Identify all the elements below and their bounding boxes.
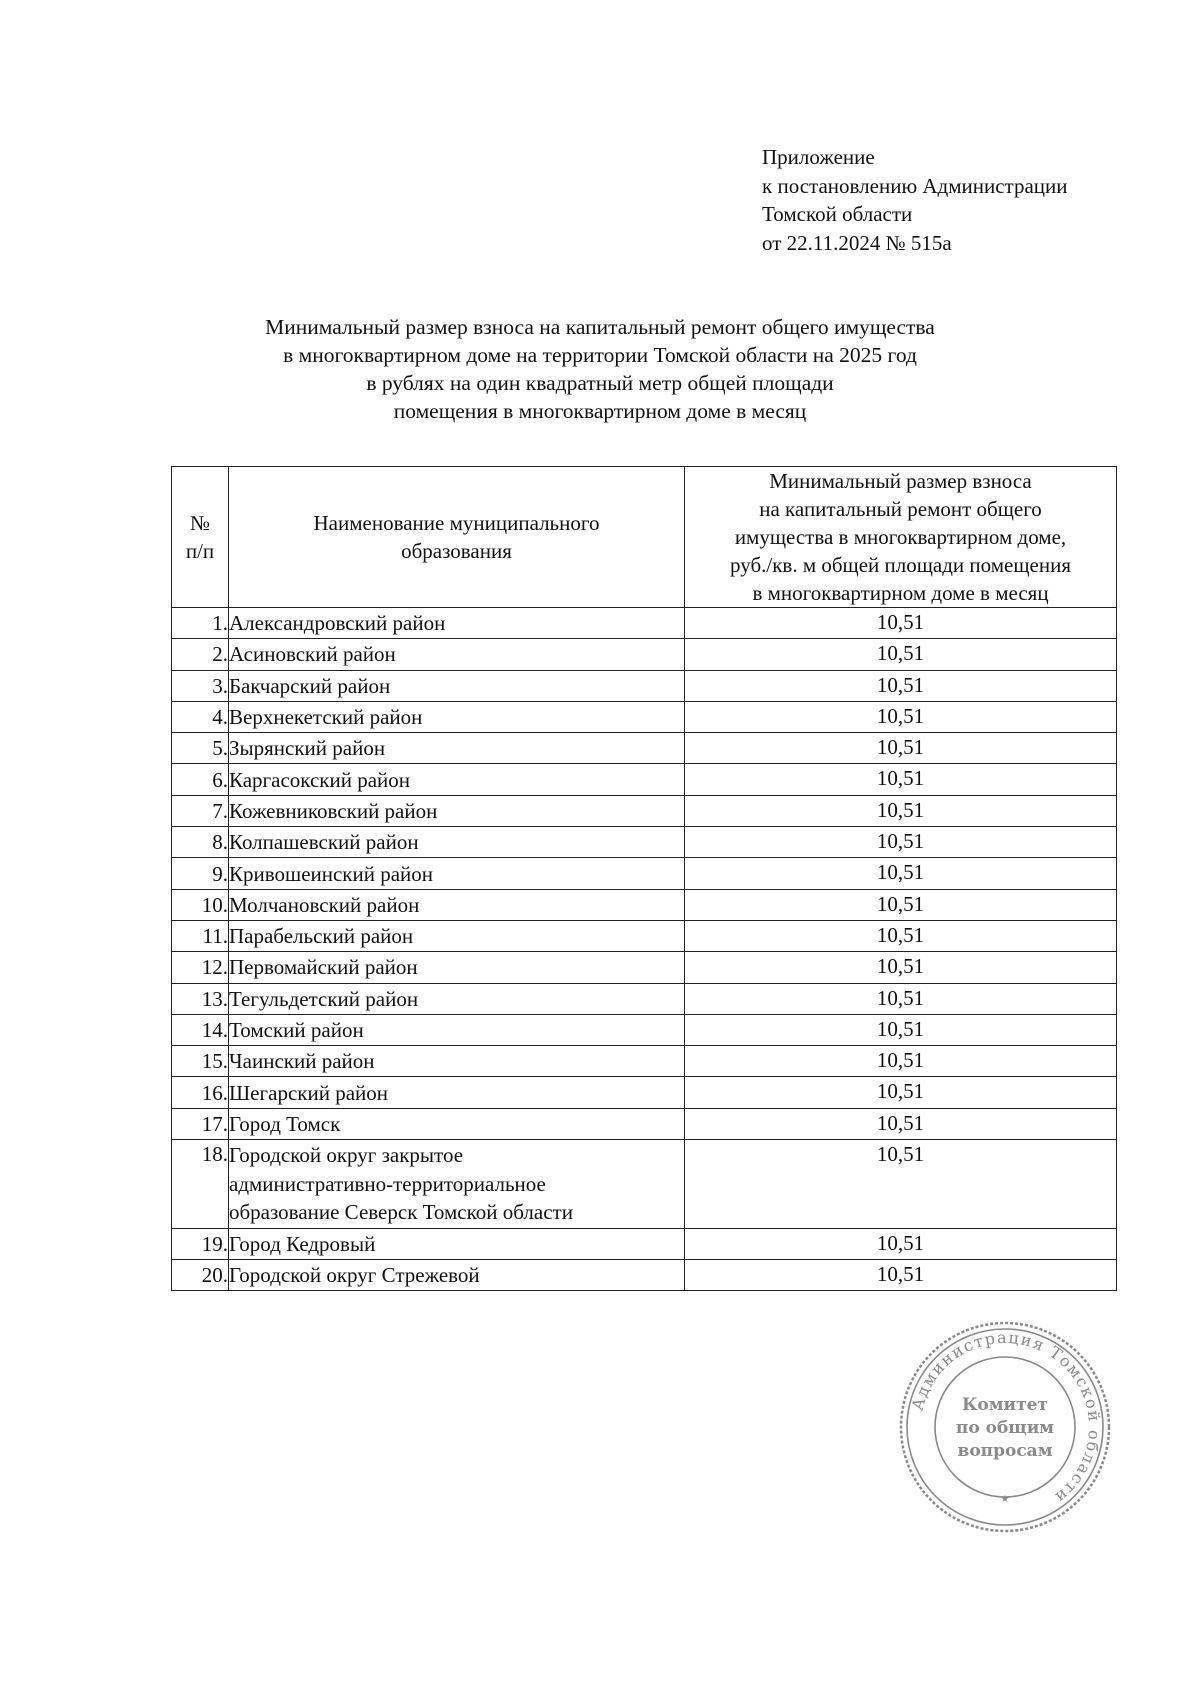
- contribution-value: 10,51: [685, 1077, 1117, 1108]
- municipality-name: Город Кедровый: [229, 1228, 685, 1259]
- row-number: 14.: [172, 1014, 229, 1045]
- appendix-line: Томской области: [762, 202, 913, 226]
- stamp-center-line: вопросам: [957, 1441, 1053, 1461]
- municipality-name-line: Городской округ закрытое: [229, 1143, 464, 1168]
- table-row: [172, 1077, 1117, 1108]
- contribution-value: 10,51: [685, 701, 1117, 732]
- contribution-value: 10,51: [685, 764, 1117, 795]
- table-row: [172, 1228, 1117, 1259]
- title-line: в рублях на один квадратный метр общей площади: [366, 371, 834, 395]
- table-row: [172, 858, 1117, 889]
- appendix-line: от 22.11.2024 № 515а: [762, 230, 952, 255]
- header-number: № п/п: [172, 467, 229, 608]
- table-row: [172, 1140, 1117, 1229]
- header-contribution: Минимальный размер взноса на капитальный ремонт общего имущества в многоквартирном доме, руб./кв. м общей площади помещения в многоквартирном доме в месяц: [685, 467, 1117, 608]
- table-row: [172, 733, 1117, 764]
- municipality-name: Первомайский район: [229, 952, 685, 983]
- row-number: 2.: [172, 639, 229, 670]
- stamp-center-line: Комитет: [961, 1395, 1049, 1415]
- contribution-value: 10,51: [685, 983, 1117, 1014]
- table-body: [172, 608, 1117, 1291]
- contribution-value: 10,51: [685, 920, 1117, 951]
- table-row: [172, 670, 1117, 701]
- municipality-name: [229, 1140, 685, 1229]
- row-number: 8.: [172, 827, 229, 858]
- title-line: Минимальный размер взноса на капитальный ремонт общего имущества: [265, 315, 935, 339]
- table-header-row: [172, 467, 1117, 608]
- row-number: 15.: [172, 1046, 229, 1077]
- title-line: помещения в многоквартирном доме в месяц: [393, 399, 807, 423]
- row-number: 5.: [172, 733, 229, 764]
- contribution-value: 10,51: [685, 1140, 1117, 1229]
- table-row: [172, 920, 1117, 951]
- municipality-name-line: административно-территориальное: [229, 1171, 546, 1196]
- row-number: 9.: [172, 858, 229, 889]
- table-row: [172, 608, 1117, 639]
- municipality-name: Верхнекетский район: [229, 701, 685, 732]
- municipality-name: Александровский район: [229, 608, 685, 639]
- table-row: [172, 764, 1117, 795]
- row-number: 11.: [172, 920, 229, 951]
- row-number: 3.: [172, 670, 229, 701]
- table-row: [172, 701, 1117, 732]
- stamp-ring-text: Администрация Томской области: [907, 1327, 1105, 1508]
- row-number: 1.: [172, 608, 229, 639]
- contribution-value: 10,51: [685, 733, 1117, 764]
- municipality-name: Тегульдетский район: [229, 983, 685, 1014]
- appendix-line: к постановлению Администрации: [762, 173, 1068, 198]
- table-row: [172, 639, 1117, 670]
- municipality-name: Каргасокский район: [229, 764, 685, 795]
- row-number: 19.: [172, 1228, 229, 1259]
- table-row: [172, 889, 1117, 920]
- contribution-value: 10,51: [685, 1014, 1117, 1045]
- municipality-name: Колпашевский район: [229, 827, 685, 858]
- row-number: 18.: [172, 1140, 229, 1229]
- appendix-line: Приложение: [762, 145, 875, 169]
- municipality-name: Кривошеинский район: [229, 858, 685, 889]
- municipality-name: Парабельский район: [229, 920, 685, 951]
- table-row: [172, 1014, 1117, 1045]
- municipality-name: Шегарский район: [229, 1077, 685, 1108]
- contribution-value: 10,51: [685, 795, 1117, 826]
- contribution-value: 10,51: [685, 1108, 1117, 1139]
- contribution-value: 10,51: [685, 858, 1117, 889]
- contribution-value: 10,51: [685, 670, 1117, 701]
- municipality-name: Томский район: [229, 1014, 685, 1045]
- contribution-value: 10,51: [685, 1046, 1117, 1077]
- contribution-value: 10,51: [685, 889, 1117, 920]
- table-row: [172, 1108, 1117, 1139]
- row-number: 20.: [172, 1259, 229, 1290]
- municipality-name: Город Томск: [229, 1108, 685, 1139]
- row-number: 17.: [172, 1108, 229, 1139]
- table-row: [172, 795, 1117, 826]
- row-number: 4.: [172, 701, 229, 732]
- contribution-value: 10,51: [685, 952, 1117, 983]
- table-row: [172, 827, 1117, 858]
- official-stamp: [898, 1320, 1112, 1534]
- municipality-name: Чаинский район: [229, 1046, 685, 1077]
- table-row: [172, 983, 1117, 1014]
- contribution-value: 10,51: [685, 1259, 1117, 1290]
- contribution-value: 10,51: [685, 639, 1117, 670]
- table-row: [172, 1046, 1117, 1077]
- municipality-name: Кожевниковский район: [229, 795, 685, 826]
- header-municipality: Наименование муниципального образования: [229, 467, 685, 608]
- municipality-name: Асиновский район: [229, 639, 685, 670]
- contribution-value: 10,51: [685, 608, 1117, 639]
- document-title: [0, 313, 1200, 425]
- row-number: 12.: [172, 952, 229, 983]
- contribution-value: 10,51: [685, 827, 1117, 858]
- contribution-table: [171, 466, 1117, 1291]
- table-row: [172, 952, 1117, 983]
- appendix-block: [762, 143, 1068, 257]
- table-row: [172, 1259, 1117, 1290]
- stamp-star: ★: [1000, 1494, 1010, 1505]
- row-number: 10.: [172, 889, 229, 920]
- municipality-name: Городской округ Стрежевой: [229, 1259, 685, 1290]
- contribution-value: 10,51: [685, 1228, 1117, 1259]
- row-number: 6.: [172, 764, 229, 795]
- municipality-name-line: образование Северск Томской области: [229, 1200, 573, 1225]
- row-number: 7.: [172, 795, 229, 826]
- row-number: 13.: [172, 983, 229, 1014]
- title-line: в многоквартирном доме на территории Томской области на 2025 год: [283, 343, 917, 367]
- municipality-name: Зырянский район: [229, 733, 685, 764]
- municipality-name: Молчановский район: [229, 889, 685, 920]
- row-number: 16.: [172, 1077, 229, 1108]
- municipality-name: Бакчарский район: [229, 670, 685, 701]
- stamp-center-line: по общим: [955, 1418, 1055, 1438]
